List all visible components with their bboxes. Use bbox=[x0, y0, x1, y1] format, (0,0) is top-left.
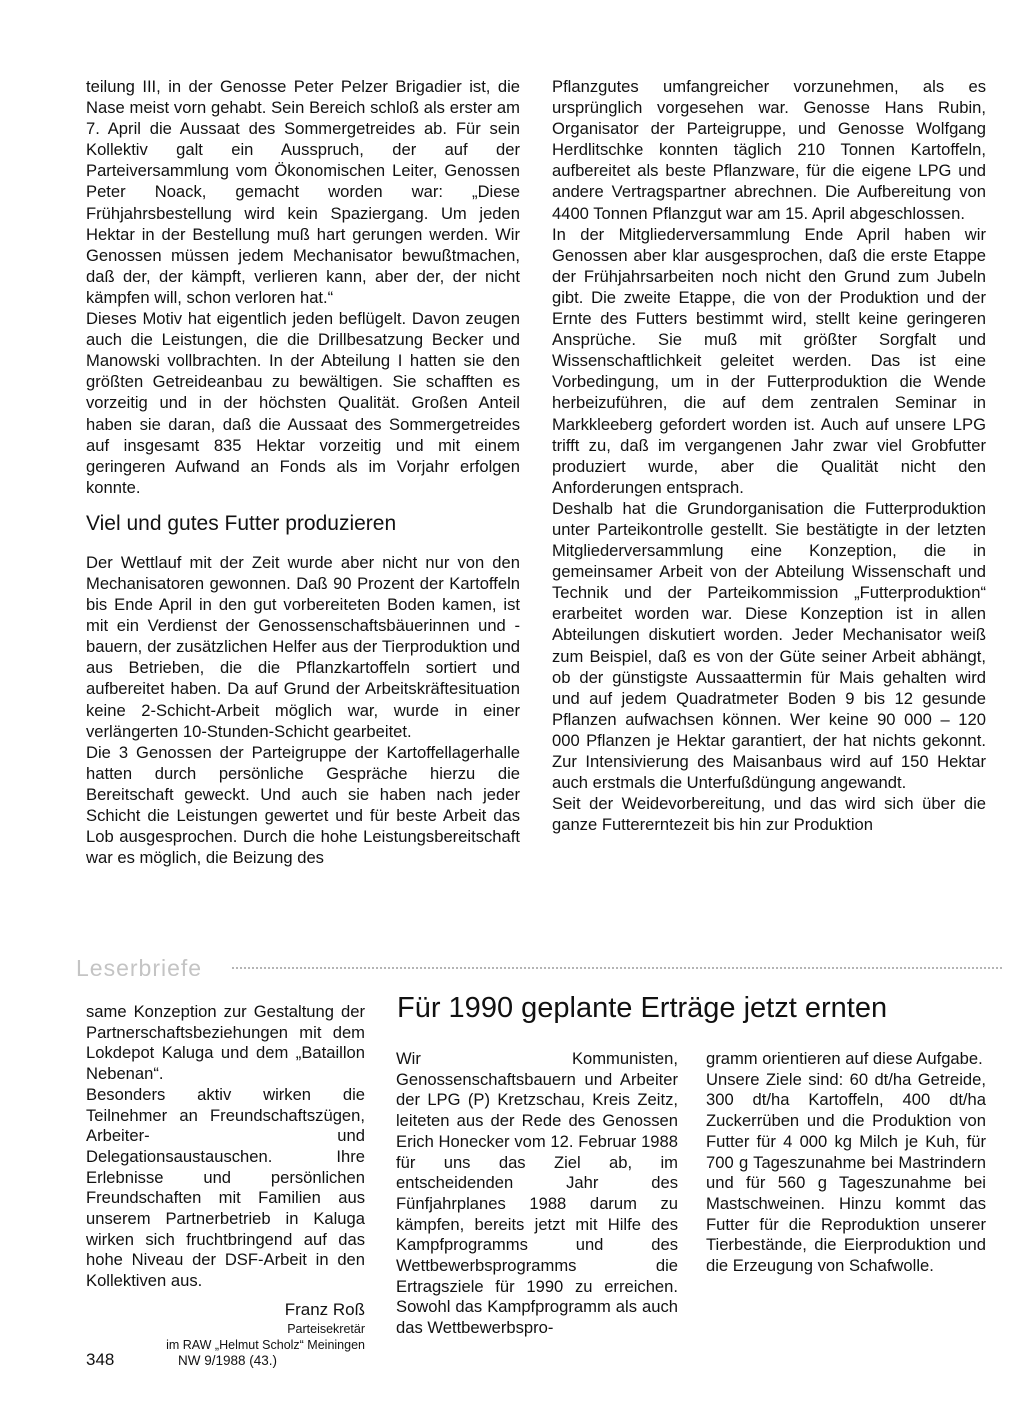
signature-name: Franz Roß bbox=[284, 1299, 365, 1319]
section-divider bbox=[232, 967, 1002, 969]
paragraph: Seit der Weidevorbereitung, und das wird sich über die ganze Futtererntezeit bis hin zur Produktion bbox=[552, 794, 986, 835]
paragraph: Besonders aktiv wirken die Teilnehmer an Freundschaftszügen, Arbeiter- und Delegationsaustauschen. Ihre Erlebnisse und persönlichen Freundschaften mit Familien aus unserem Partnerbetrieb in Kaluga wirken sich fruchtbringend auf das hohe Niveau der DSF-Arbeit in den Kollektiven aus. bbox=[86, 1084, 365, 1291]
paragraph: Pflanzgutes umfangreicher vorzunehmen, als es ursprünglich vorgesehen war. Genosse Hans Rubin, Organisator der Parteigruppe, und Genosse Wolfgang Herdlitschke konnten täglich 210 Tonnen Kartoffeln, aufbereitet als beste Pflanzware, für die eigene LPG und andere Vertragspartner abrechnen. Die Aufbereitung von 4400 Tonnen Pflanzgut war am 15. April abgeschlossen. bbox=[552, 77, 986, 223]
paragraph: Der Wettlauf mit der Zeit wurde aber nicht nur von den Mechanisatoren gewonnen. Daß 90 Prozent der Kartoffeln bis Ende April in den gut vorbereiteten Boden kamen, ist mit ein Verdienst der Genossenschaftsbäuerinnen und -bauern, der zusätzlichen Helfer aus der Tierproduktion und aus Betrieben, die die Pflanzkartoffeln sortiert und aufbereitet haben. Da auf Grund der Arbeitskräftesituation keine 2-Schicht-Arbeit möglich war, wurde in einer verlängerten 10-Stunden-Schicht gearbeitet. bbox=[86, 552, 520, 741]
upper-right-column bbox=[552, 76, 986, 835]
article-column-right bbox=[706, 1049, 986, 1277]
issue-label: NW 9/1988 (43.) bbox=[178, 1353, 278, 1368]
paragraph: gramm orientieren auf diese Aufgabe. bbox=[706, 1049, 983, 1068]
letters-section-heading: Leserbriefe bbox=[76, 955, 203, 981]
upper-left-column bbox=[86, 76, 520, 868]
paragraph: In der Mitgliederversammlung Ende April haben wir Genossen aber klar ausgesprochen, daß die erste Etappe der Frühjahrsarbeiten noch nicht den Grund zum Jubeln gibt. Die zweite Etappe, die von der Produktion und der Ernte des Futters bestimmt wird, stellt keine geringeren Ansprüche. Sie muß mit größter Sorgfalt und Wissenschaftlichkeit geleitet werden. Das ist eine Vorbedingung, um in der Futterproduktion die Wende herbeizuführen, die auf dem zentralen Seminar in Markkleeberg gefordert worden ist. Auch auf unsere LPG trifft zu, daß im vergangenen Jahr zwar viel Grobfutter produziert wurde, aber die Qualität nicht den Anforderungen entsprach. bbox=[552, 224, 986, 497]
section-subheading: Viel und gutes Futter produzieren bbox=[86, 511, 397, 535]
article-title: Für 1990 geplante Erträge jetzt ernten bbox=[397, 992, 888, 1024]
signature-role: im RAW „Helmut Scholz“ Meiningen bbox=[166, 1337, 365, 1352]
article-column-left bbox=[396, 1049, 678, 1339]
paragraph: Wir Kommunisten, Genossenschaftsbauern und Arbeiter der LPG (P) Kretzschau, Kreis Zeitz, leiteten aus der Rede des Genossen Erich Honecker vom 12. Februar 1988 für uns das Ziel ab, im entscheidenden Jahr des Fünfjahrplanes 1988 darum zu kämpfen, bereits jetzt mit Hilfe des Kampfprogramms und des Wettbewerbsprogramms die Ertragsziele für 1990 zu erreichen. Sowohl das Kampfprogramm als auch das Wettbewerbspro- bbox=[396, 1049, 678, 1338]
paragraph: Dieses Motiv hat eigentlich jeden beflügelt. Davon zeugen auch die Leistungen, die die Drillbesatzung Becker und Manowski vollbrachten. In der Abteilung I hatten sie den größten Getreideanbau zu bewältigen. Sie schafften es vorzeitig und in der höchsten Qualität. Großen Anteil haben sie daran, daß die Aussaat des Sommergetreides auf insgesamt 835 Hektar vorzeitig und mit einem geringeren Aufwand an Fonds als im Vorjahr erfolgen konnte. bbox=[86, 309, 520, 497]
letter-column bbox=[86, 1002, 365, 1353]
paragraph: same Konzeption zur Gestaltung der Partnerschaftsbeziehungen mit dem Lokdepot Kaluga und dem „Bataillon Nebenan“. bbox=[86, 1002, 365, 1084]
paragraph: Unsere Ziele sind: 60 dt/ha Getreide, 300 dt/ha Kartoffeln, 400 dt/ha Zuckerrüben und die Produktion von Futter für 4 000 kg Milch je Kuh, für 700 g Tageszunahme bei Mastrindern und für 560 g Tageszunahme bei Mastschweinen. Hinzu kommt das Futter für die Reproduktion unserer Tierbestände, die Eierproduktion und die Erzeugung von Schafwolle. bbox=[706, 1069, 986, 1276]
paragraph: Deshalb hat die Grundorganisation die Futterproduktion unter Parteikontrolle gestellt. Sie bestätigte in der letzten Mitgliederversammlung eine Konzeption, die in gemeinsamer Arbeit von der Abteilung Wissenschaft und Technik und der Parteikommission „Futterproduktion“ erarbeitet worden war. Diese Konzeption ist in allen Abteilungen diskutiert worden. Jeder Mechanisator weiß zum Beispiel, daß es von der Güte seiner Arbeit abhängt, ob der günstigste Aussaattermin für Mais gehalten wird und auf jedem Quadratmeter Boden 9 bis 12 gesunde Pflanzen aufwachsen können. Wer keine 90 000 – 120 000 Pflanzen je Hektar garantiert, der hat nichts gekonnt. Zur Intensivierung des Maisanbaus wird auf 150 Hektar auch erstmals die Unterfußdüngung angewandt. bbox=[552, 498, 986, 793]
paragraph: teilung III, in der Genosse Peter Pelzer Brigadier ist, die Nase meist vorn gehabt. Sein Bereich schloß als erster am 7. April die Aussaat des Sommergetreides ab. Für sein Kollektiv galt ein Ausspruch, der auf der Parteiversammlung vom Ökonomischen Leiter, Genossen Peter Noack, gemacht worden war: „Diese Frühjahrsbestellung wird kein Spaziergang. Um jeden Hektar in der Bestellung muß hart gerungen werden. Wir Genossen müssen jedem Mechanisator bewußtmachen, daß der, der kämpft, verlieren kann, aber der, der nicht kämpfen will, schon verloren hat.“ bbox=[86, 77, 520, 307]
paragraph: Die 3 Genossen der Parteigruppe der Kartoffellagerhalle hatten durch persönliche Gespräche hierzu die Bereitschaft geweckt. Und auch sie haben nach jeder Schicht die Leistungen gewertet und für beste Arbeit das Lob ausgesprochen. Durch die hohe Leistungsbereitschaft war es möglich, die Beizung des bbox=[86, 742, 520, 868]
signature-role: Parteisekretär bbox=[287, 1321, 365, 1336]
letter-signature bbox=[86, 1300, 365, 1353]
page-number: 348 bbox=[86, 1350, 115, 1369]
